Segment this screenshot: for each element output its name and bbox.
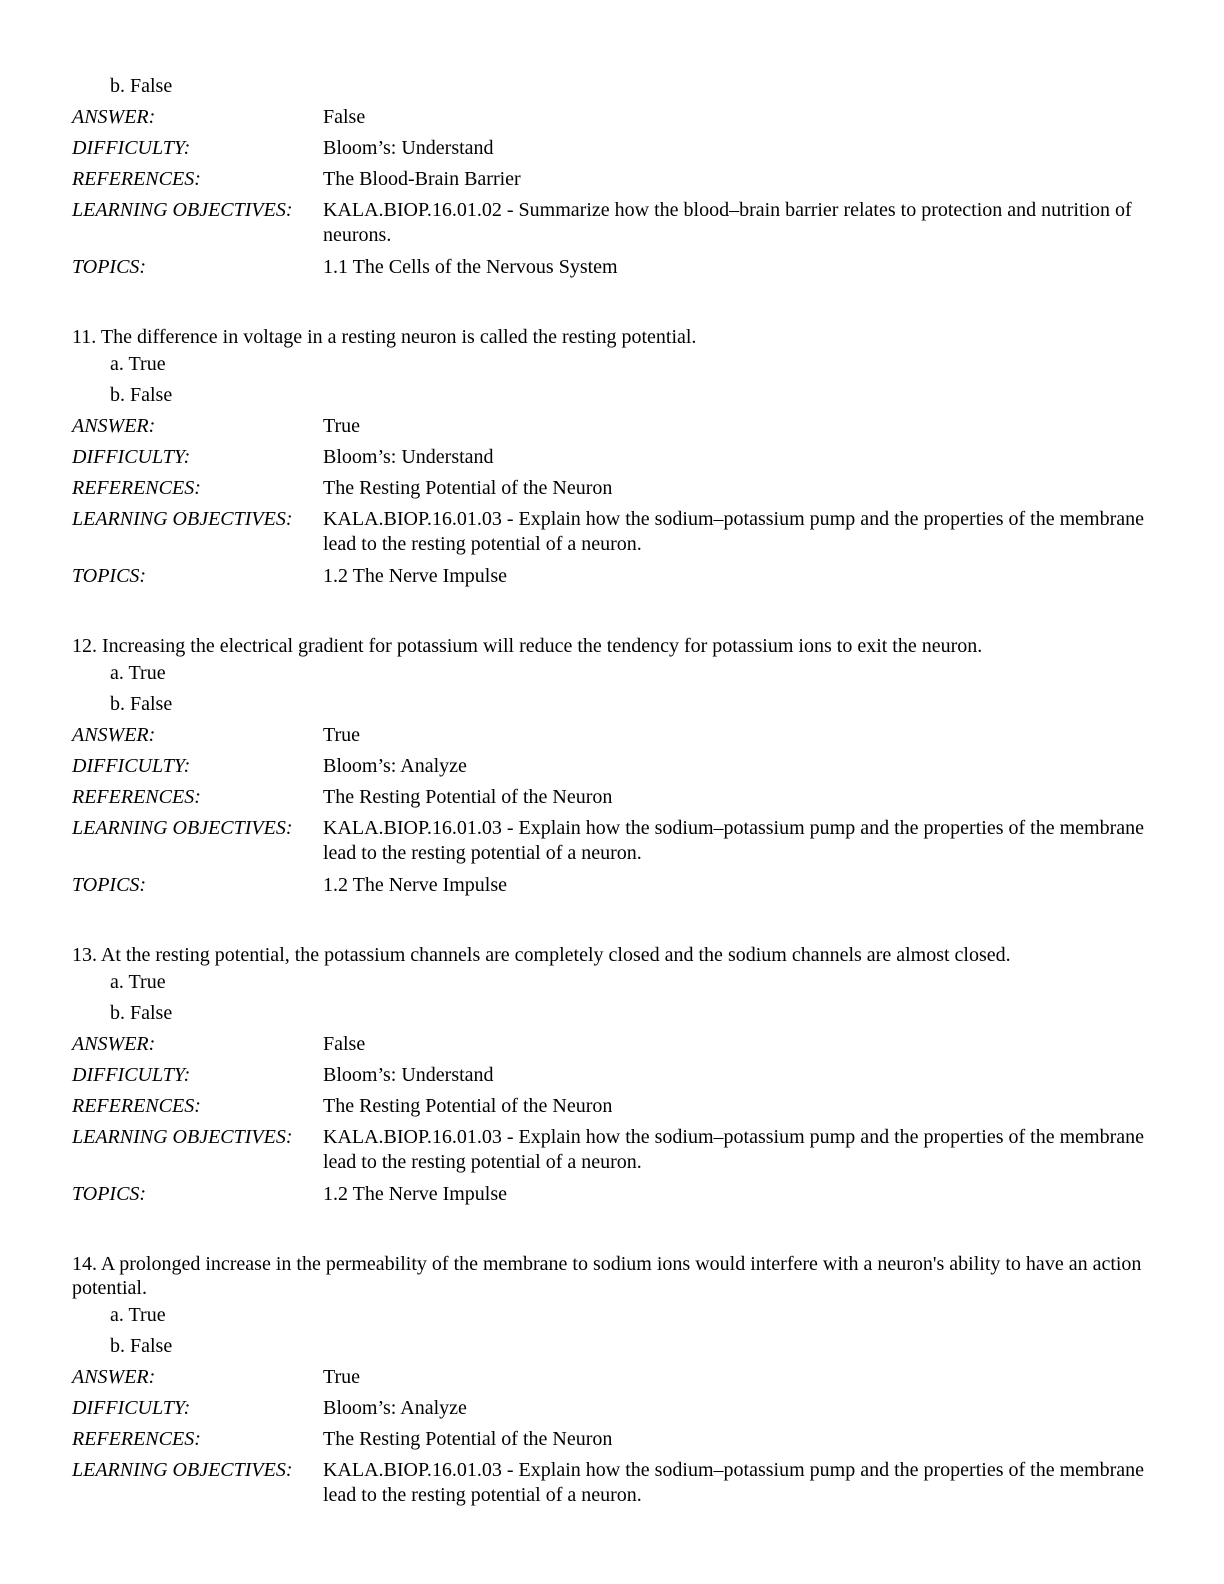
answer-value: True (323, 415, 361, 437)
references-label: REFERENCES: (72, 1095, 201, 1117)
references-label: REFERENCES: (72, 1428, 201, 1450)
references-value: The Blood-Brain Barrier (323, 168, 521, 190)
references-value: The Resting Potential of the Neuron (323, 1428, 613, 1450)
learning-objectives-row (72, 815, 1152, 872)
learning-objectives-row (72, 197, 1152, 254)
option-b: b. False (110, 384, 173, 406)
answer-label: ANSWER: (72, 415, 156, 437)
answer-value: True (323, 1366, 361, 1388)
option-a: a. True (110, 353, 166, 375)
references-row (72, 166, 1152, 197)
topics-row (72, 872, 1152, 903)
learning-objectives-value: KALA.BIOP.16.01.03 - Explain how the sodium–potassium pump and the properties of the membrane lead to the resting potential of a neuron. (323, 508, 1144, 555)
answer-value: False (323, 106, 366, 128)
answer-label: ANSWER: (72, 1366, 156, 1388)
topics-label: TOPICS: (72, 565, 147, 587)
learning-objectives-row (72, 1124, 1152, 1181)
learning-objectives-value: KALA.BIOP.16.01.03 - Explain how the sodium–potassium pump and the properties of the membrane lead to the resting potential of a neuron. (323, 1459, 1144, 1506)
references-value: The Resting Potential of the Neuron (323, 786, 613, 808)
answer-label: ANSWER: (72, 106, 156, 128)
question-block-11 (72, 285, 1152, 594)
learning-objectives-label: LEARNING OBJECTIVES: (72, 1459, 293, 1481)
references-row (72, 1093, 1152, 1124)
question-block-12 (72, 594, 1152, 903)
answer-label: ANSWER: (72, 1033, 156, 1055)
difficulty-label: DIFFICULTY: (72, 446, 191, 468)
answer-row (72, 1364, 1152, 1395)
topics-value: 1.1 The Cells of the Nervous System (323, 256, 618, 278)
answer-value: True (323, 724, 361, 746)
learning-objectives-label: LEARNING OBJECTIVES: (72, 508, 293, 530)
learning-objectives-value: KALA.BIOP.16.01.03 - Explain how the sodium–potassium pump and the properties of the membrane lead to the resting potential of a neuron. (323, 817, 1144, 864)
topics-row (72, 254, 1152, 285)
references-label: REFERENCES: (72, 786, 201, 808)
carryover-block (72, 73, 1152, 285)
learning-objectives-label: LEARNING OBJECTIVES: (72, 817, 293, 839)
difficulty-label: DIFFICULTY: (72, 137, 191, 159)
question-text: 12. Increasing the electrical gradient for potassium will reduce the tendency for potassium ions to exit the neuron. (72, 635, 983, 657)
references-value: The Resting Potential of the Neuron (323, 1095, 613, 1117)
learning-objectives-row (72, 506, 1152, 563)
option-b: b. False (110, 1002, 173, 1024)
topics-row (72, 1181, 1152, 1212)
topics-value: 1.2 The Nerve Impulse (323, 1183, 508, 1205)
difficulty-value: Bloom’s: Understand (323, 137, 494, 159)
answer-label: ANSWER: (72, 724, 156, 746)
references-row (72, 784, 1152, 815)
answer-row (72, 413, 1152, 444)
document-page (72, 73, 1152, 1514)
topics-value: 1.2 The Nerve Impulse (323, 874, 508, 896)
difficulty-value: Bloom’s: Understand (323, 446, 494, 468)
references-row (72, 475, 1152, 506)
difficulty-label: DIFFICULTY: (72, 755, 191, 777)
topics-label: TOPICS: (72, 1183, 147, 1205)
topics-row (72, 563, 1152, 594)
question-block-13 (72, 903, 1152, 1212)
question-text: 13. At the resting potential, the potassium channels are completely closed and the sodium channels are almost closed. (72, 944, 1011, 966)
option-b: b. False (110, 75, 173, 97)
learning-objectives-value: KALA.BIOP.16.01.03 - Explain how the sodium–potassium pump and the properties of the membrane lead to the resting potential of a neuron. (323, 1126, 1144, 1173)
answer-row (72, 104, 1152, 135)
option-a: a. True (110, 662, 166, 684)
topics-value: 1.2 The Nerve Impulse (323, 565, 508, 587)
references-value: The Resting Potential of the Neuron (323, 477, 613, 499)
references-label: REFERENCES: (72, 477, 201, 499)
difficulty-row (72, 1062, 1152, 1093)
topics-label: TOPICS: (72, 256, 147, 278)
difficulty-label: DIFFICULTY: (72, 1397, 191, 1419)
difficulty-value: Bloom’s: Analyze (323, 755, 467, 777)
answer-row (72, 1031, 1152, 1062)
difficulty-row (72, 135, 1152, 166)
topics-label: TOPICS: (72, 874, 147, 896)
difficulty-value: Bloom’s: Understand (323, 1064, 494, 1086)
answer-row (72, 722, 1152, 753)
learning-objectives-value: KALA.BIOP.16.01.02 - Summarize how the blood–brain barrier relates to protection and nutrition of neurons. (323, 199, 1132, 246)
learning-objectives-row (72, 1457, 1152, 1514)
option-a: a. True (110, 971, 166, 993)
difficulty-row (72, 1395, 1152, 1426)
option-a: a. True (110, 1304, 166, 1326)
option-b: b. False (110, 1335, 173, 1357)
difficulty-row (72, 753, 1152, 784)
option-b: b. False (110, 693, 173, 715)
learning-objectives-label: LEARNING OBJECTIVES: (72, 1126, 293, 1148)
difficulty-label: DIFFICULTY: (72, 1064, 191, 1086)
question-text: 14. A prolonged increase in the permeability of the membrane to sodium ions would interfere with a neuron's ability to have an action potential. (72, 1253, 1142, 1299)
question-block-14 (72, 1212, 1152, 1514)
learning-objectives-label: LEARNING OBJECTIVES: (72, 199, 293, 221)
references-row (72, 1426, 1152, 1457)
question-text: 11. The difference in voltage in a resting neuron is called the resting potential. (72, 326, 697, 348)
difficulty-value: Bloom’s: Analyze (323, 1397, 467, 1419)
answer-value: False (323, 1033, 366, 1055)
difficulty-row (72, 444, 1152, 475)
references-label: REFERENCES: (72, 168, 201, 190)
